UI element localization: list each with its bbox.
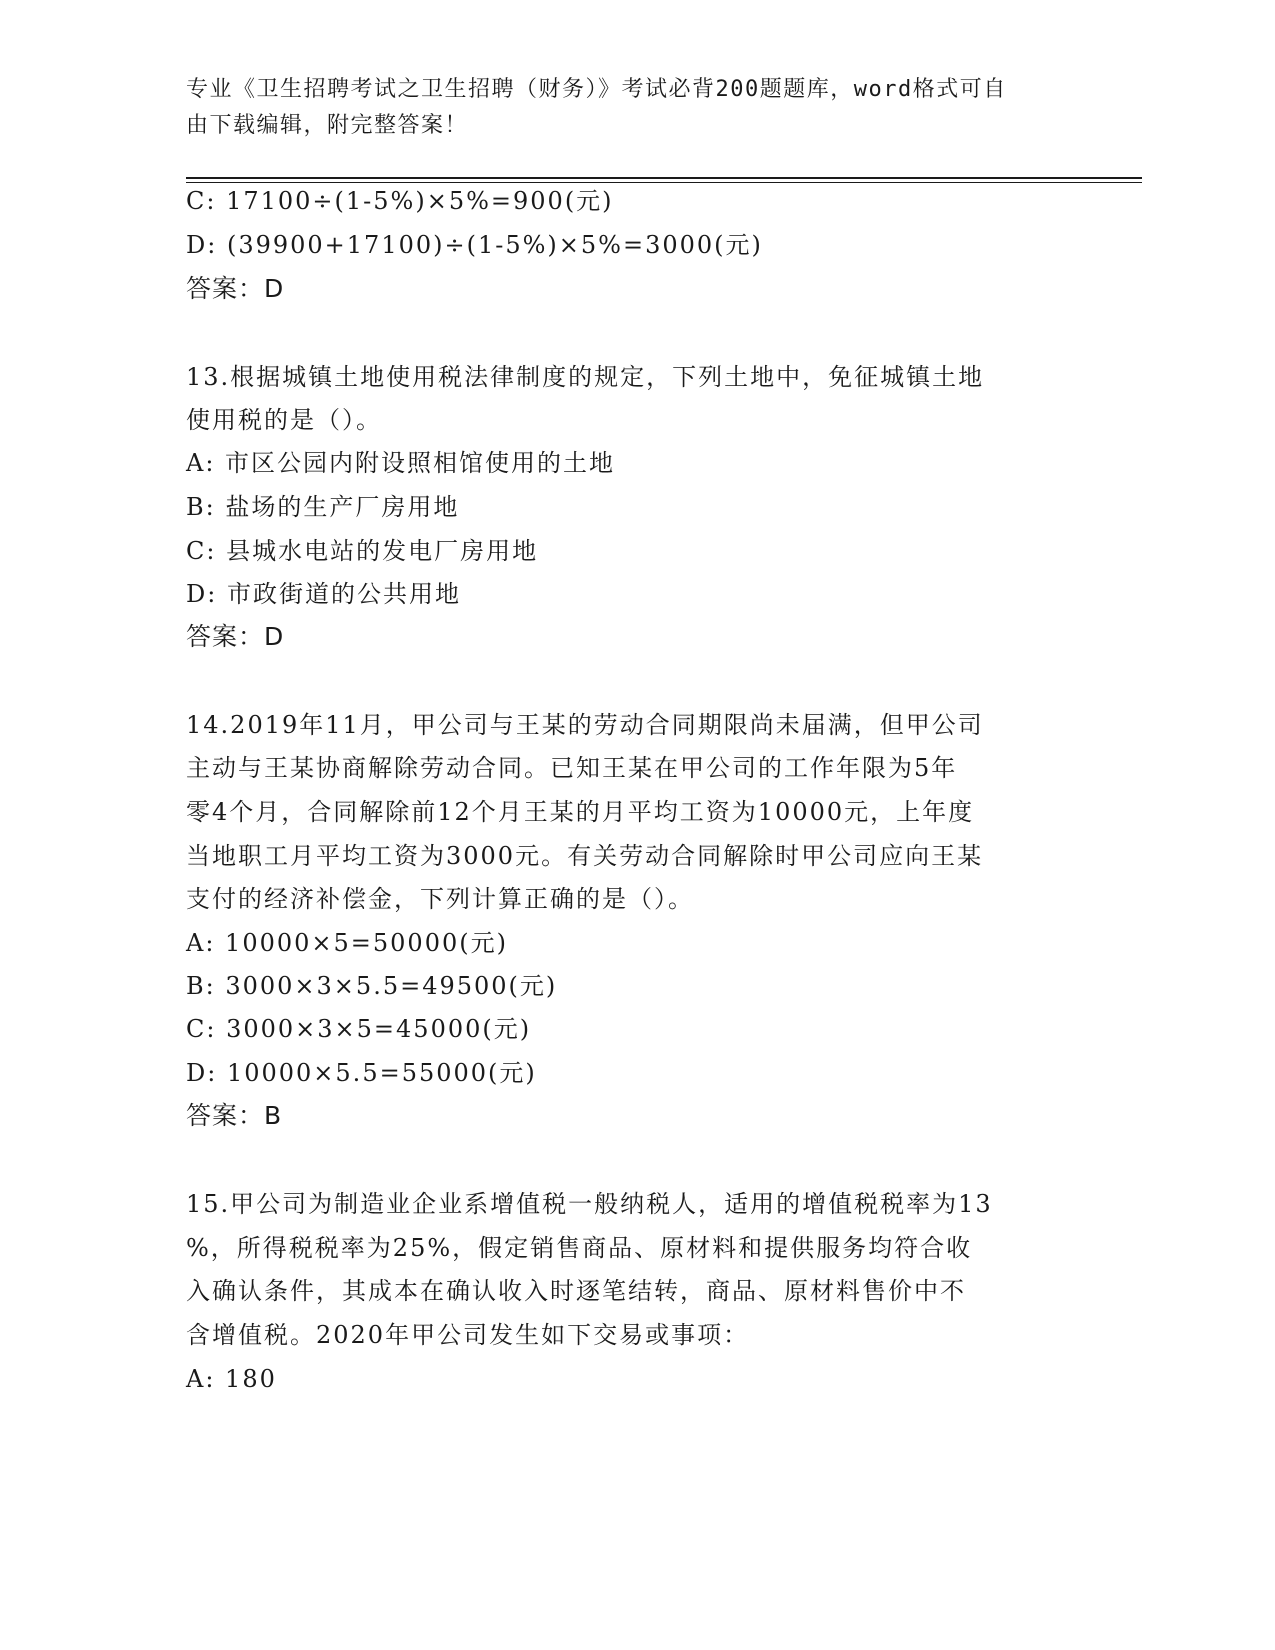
q15-stem-line-2: %，所得税税率为25%，假定销售商品、原材料和提供服务均符合收 [186, 1234, 973, 1262]
q14-option-a: A: 10000×5=50000(元) [186, 929, 508, 957]
q15-stem-line-3: 入确认条件，其成本在确认收入时逐笔结转，商品、原材料售价中不 [186, 1277, 966, 1305]
q14-option-d: D: 10000×5.5=55000(元) [186, 1059, 537, 1087]
q14-option-c: C: 3000×3×5=45000(元) [186, 1015, 532, 1043]
q14-stem-line-2: 主动与王某协商解除劳动合同。已知王某在甲公司的工作年限为5年 [186, 754, 958, 782]
header-line-2: 由下载编辑，附完整答案！ [186, 113, 469, 138]
q14-stem-line-4: 当地职工月平均工资为3000元。有关劳动合同解除时甲公司应向王某 [186, 842, 984, 870]
q12-answer: 答案：D [186, 274, 285, 303]
q13-option-a: A: 市区公园内附设照相馆使用的土地 [186, 449, 616, 477]
q13-answer: 答案：D [186, 622, 285, 651]
q14-answer: 答案：B [186, 1101, 283, 1130]
document-header [186, 72, 1066, 144]
q14-stem-line-3: 零4个月，合同解除前12个月王某的月平均工资为10000元，上年度 [186, 798, 975, 826]
q13-stem-line-2: 使用税的是（）。 [186, 406, 382, 434]
q13-stem-line-1: 13.根据城镇土地使用税法律制度的规定，下列土地中，免征城镇土地 [186, 363, 985, 391]
q13-option-d: D: 市政街道的公共用地 [186, 580, 461, 608]
q15-stem-line-1: 15.甲公司为制造业企业系增值税一般纳税人，适用的增值税税率为13 [186, 1190, 993, 1218]
q13-option-b: B: 盐场的生产厂房用地 [186, 493, 460, 521]
q15-option-a: A: 180 [186, 1365, 277, 1393]
q12-option-d: D: (39900+17100)÷(1-5%)×5%=3000(元) [186, 231, 763, 259]
q15-stem-line-4: 含增值税。2020年甲公司发生如下交易或事项： [186, 1321, 750, 1349]
q12-option-c: C: 17100÷(1-5%)×5%=900(元) [186, 187, 614, 215]
q14-stem-line-5: 支付的经济补偿金，下列计算正确的是（）。 [186, 885, 694, 913]
q13-option-c: C: 县城水电站的发电厂房用地 [186, 537, 539, 565]
header-divider-thin [186, 182, 1142, 183]
q14-option-b: B: 3000×3×5.5=49500(元) [186, 972, 558, 1000]
header-line-1: 专业《卫生招聘考试之卫生招聘（财务）》考试必背200题题库，word格式可自 [186, 77, 1007, 102]
q14-stem-line-1: 14.2019年11月，甲公司与王某的劳动合同期限尚未届满，但甲公司 [186, 711, 984, 739]
header-divider-thick [186, 177, 1142, 179]
